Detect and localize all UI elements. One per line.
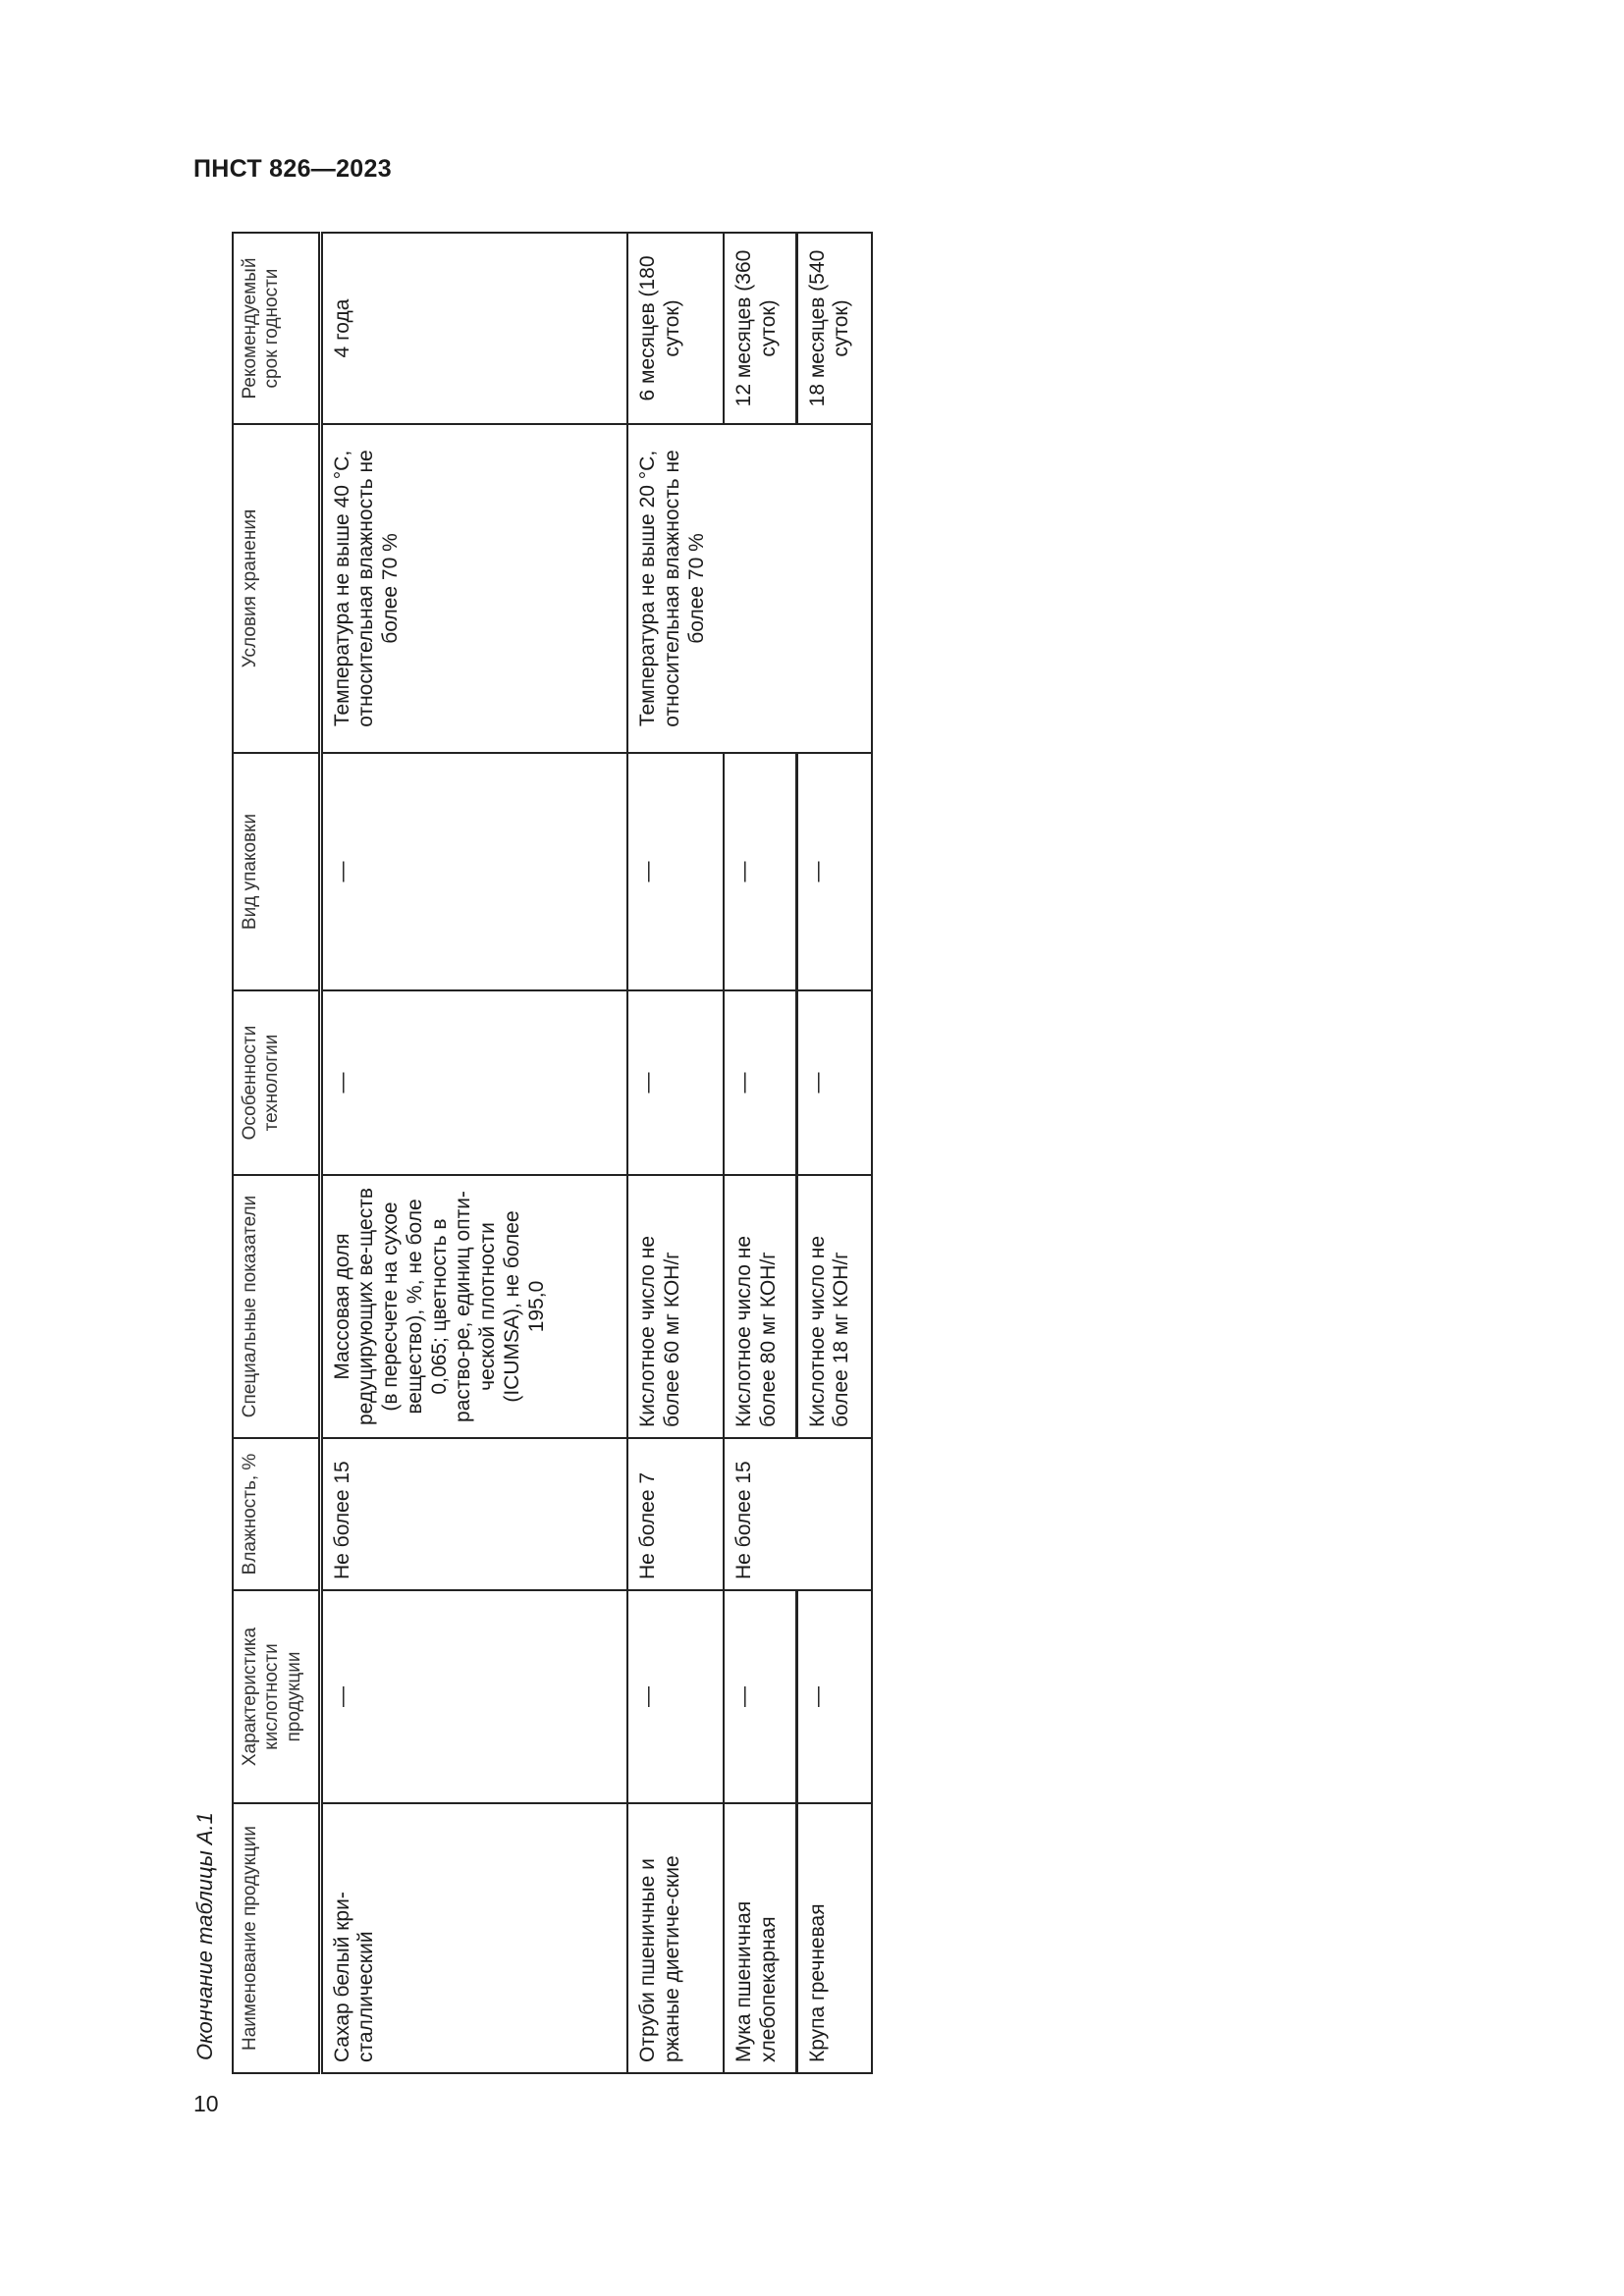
cell-acidity: —: [320, 1590, 627, 1803]
cell-acidity: —: [796, 1590, 872, 1803]
cell-moisture: Не более 7: [627, 1438, 724, 1590]
rotated-table-frame: [192, 234, 871, 2074]
cell-acidity: —: [724, 1590, 796, 1803]
cell-shelf-life: 4 года: [320, 233, 627, 424]
header-name: Наименование продукции: [233, 1803, 320, 2073]
header-special: Специальные показатели: [233, 1175, 320, 1438]
cell-name: Крупа гречневая: [796, 1803, 872, 2073]
cell-packaging: —: [627, 753, 724, 990]
header-storage: Условия хранения: [233, 424, 320, 753]
cell-name: Отруби пшеничные и ржаные диетиче-ские: [627, 1803, 724, 2073]
header-shelf-life: Рекомендуемый срок годности: [233, 233, 320, 424]
table-caption: Окончание таблицы А.1: [192, 1812, 217, 2060]
page-number: 10: [193, 2091, 219, 2116]
cell-technology: —: [627, 990, 724, 1175]
cell-name: Мука пшеничная хлебопекарная: [724, 1803, 796, 2073]
table-header-row: [233, 233, 320, 2073]
table-row: [627, 233, 724, 2073]
header-acidity: Характеристика кислотности продукции: [233, 1590, 320, 1803]
cell-moisture: Не более 15: [724, 1438, 872, 1590]
header-technology: Особенности технологии: [233, 990, 320, 1175]
cell-packaging: —: [796, 753, 872, 990]
cell-acidity: —: [627, 1590, 724, 1803]
cell-name: Сахар белый кри-сталлический: [320, 1803, 627, 2073]
cell-technology: —: [724, 990, 796, 1175]
shelf-life-table: [232, 232, 873, 2074]
cell-shelf-life: 12 месяцев (360 суток): [724, 233, 796, 424]
cell-special: Кислотное число не более 60 мг КОН/г: [627, 1175, 724, 1438]
document-code: ПНСТ 826—2023: [193, 155, 392, 183]
cell-special: Массовая доля редуцирующих ве-ществ (в пересчете на сухое вещество), %, не боле 0,065; цветность в раство-ре, единиц опти-ческой плотности (ICUMSA), не более 195,0: [320, 1175, 627, 1438]
cell-special: Кислотное число не более 80 мг КОН/г: [724, 1175, 796, 1438]
cell-shelf-life: 18 месяцев (540 суток): [796, 233, 872, 424]
cell-packaging: —: [320, 753, 627, 990]
header-moisture: Влажность, %: [233, 1438, 320, 1590]
cell-storage: Температура не выше 20 °С, относительная влажность не более 70 %: [627, 424, 872, 753]
rotated-table-content: [192, 234, 871, 2074]
cell-technology: —: [796, 990, 872, 1175]
cell-packaging: —: [724, 753, 796, 990]
cell-storage: Температура не выше 40 °С, относительная влажность не более 70 %: [320, 424, 627, 753]
table-row: [320, 233, 627, 2073]
cell-moisture: Не более 15: [320, 1438, 627, 1590]
cell-shelf-life: 6 месяцев (180 суток): [627, 233, 724, 424]
header-packaging: Вид упаковки: [233, 753, 320, 990]
cell-technology: —: [320, 990, 627, 1175]
cell-special: Кислотное число не более 18 мг КОН/г: [796, 1175, 872, 1438]
